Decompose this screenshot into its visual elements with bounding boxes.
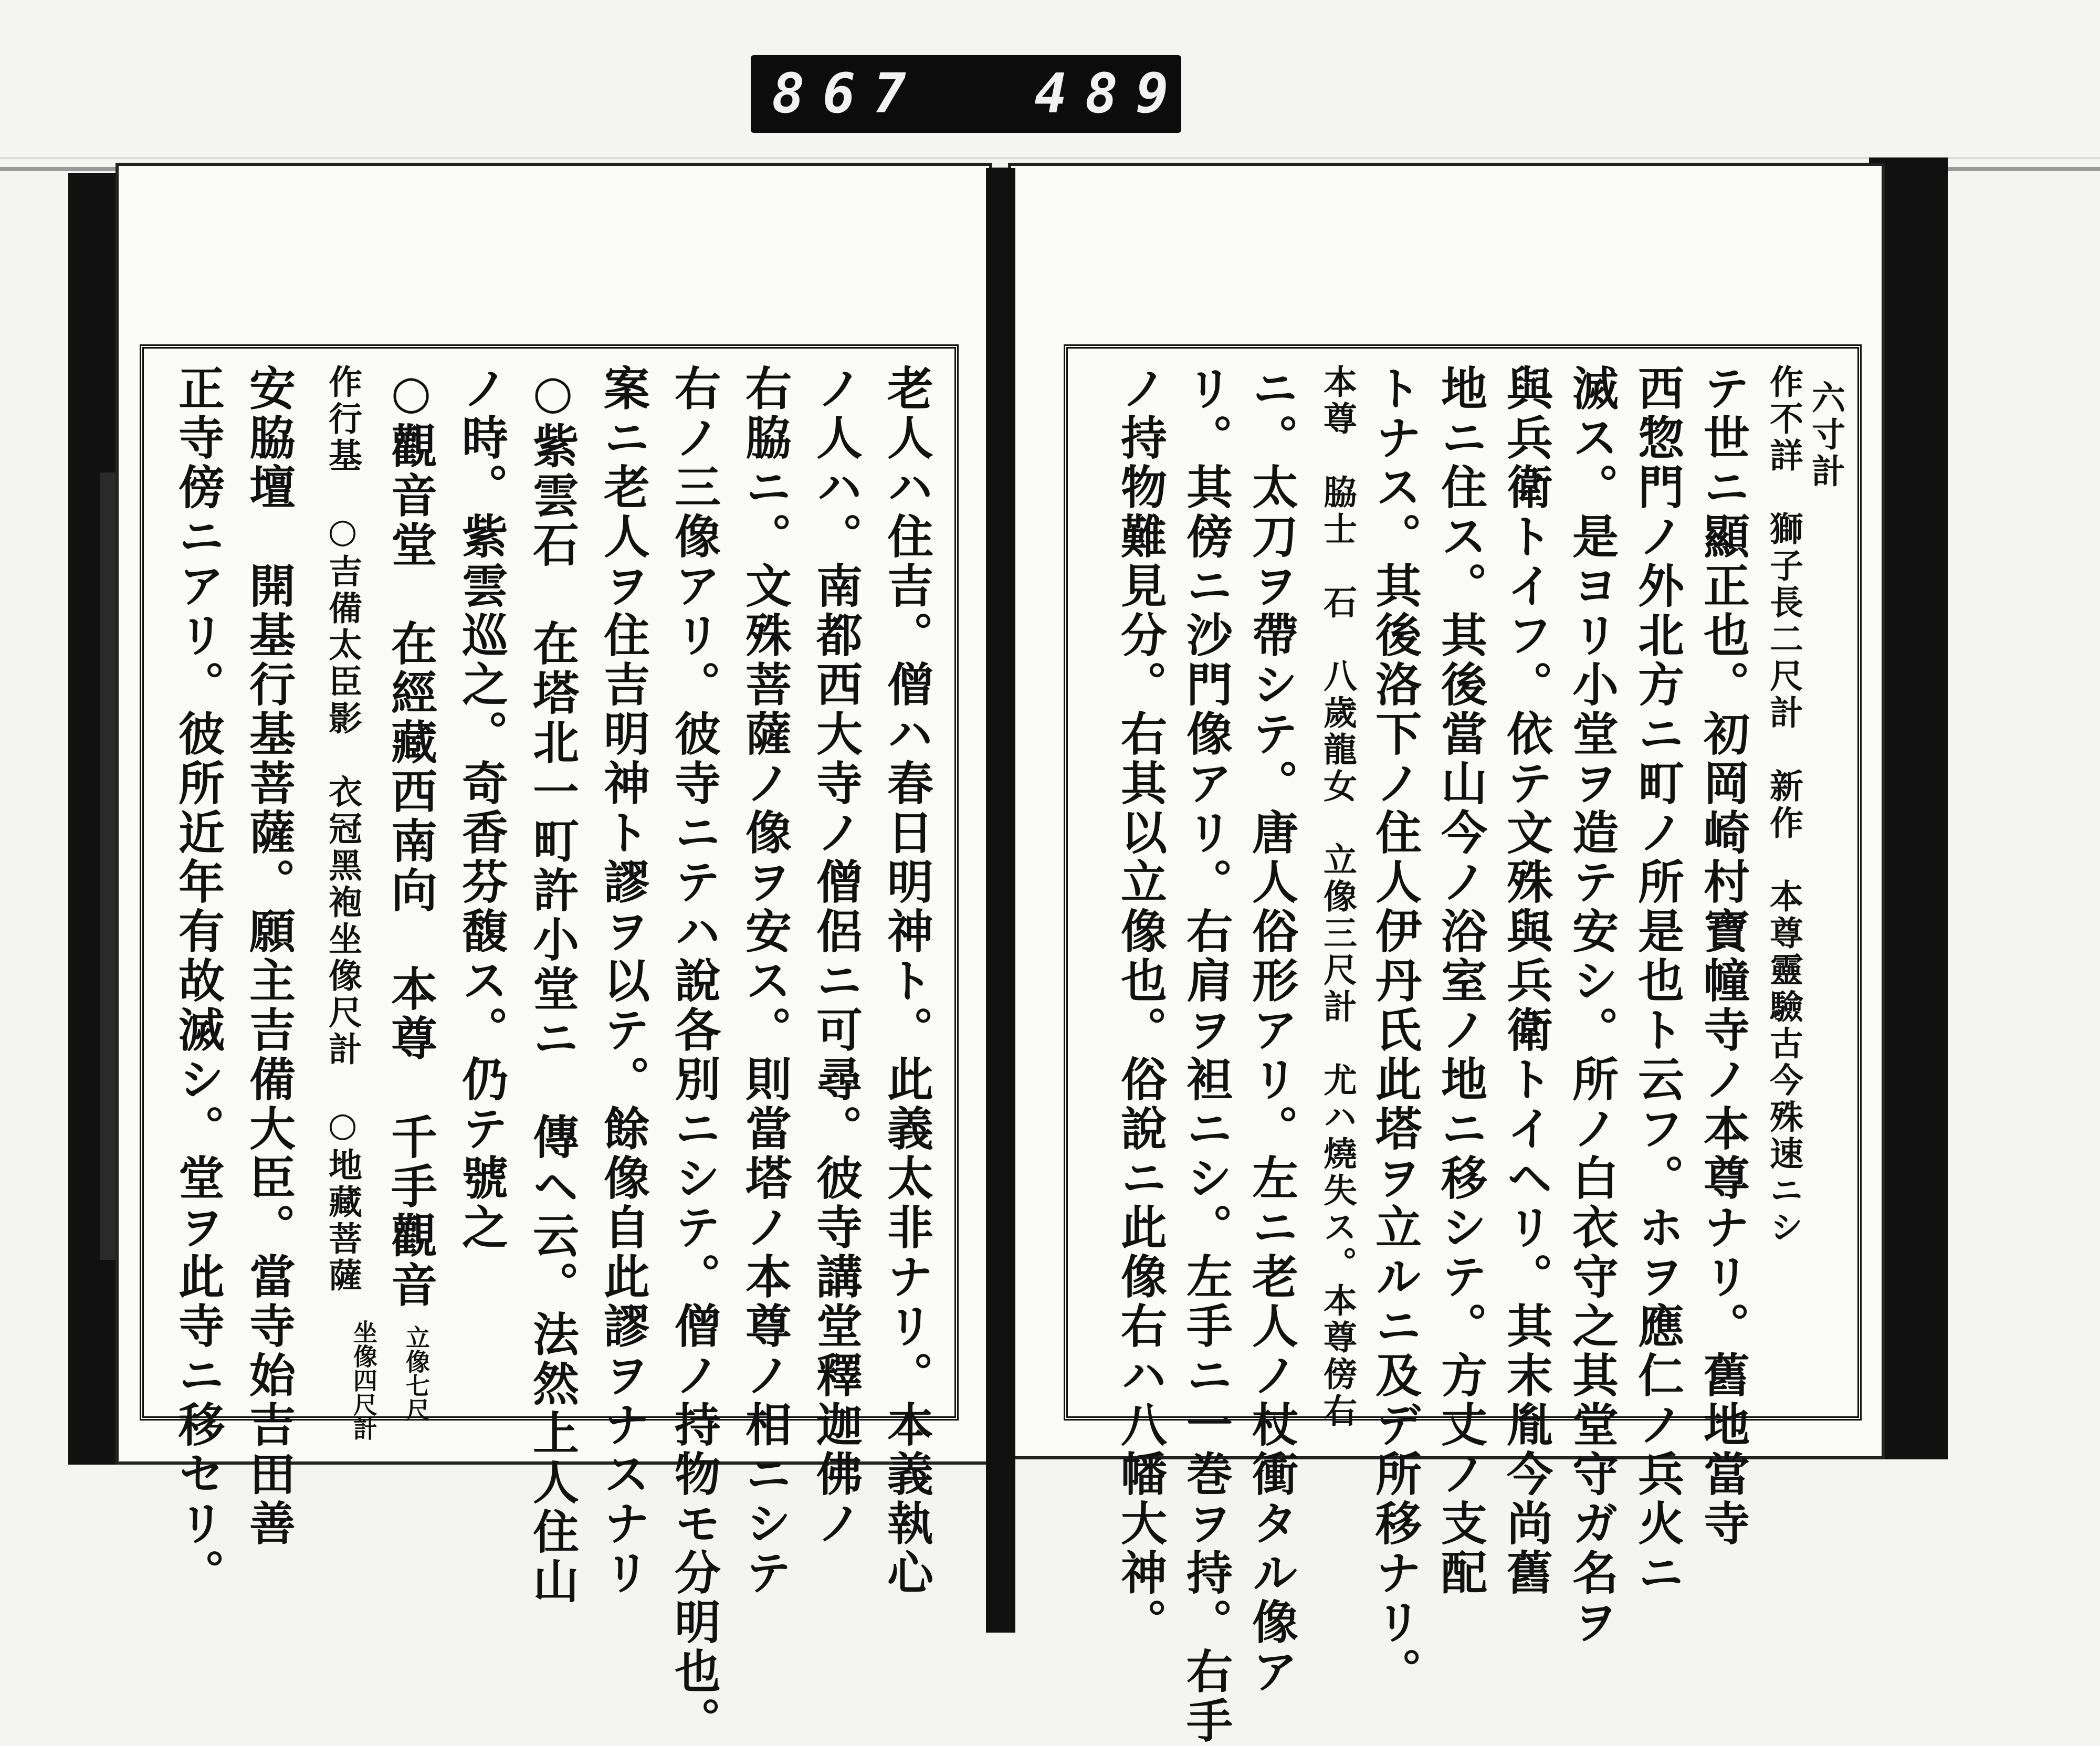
frame-number-right: 489 bbox=[1034, 61, 1186, 125]
text-column: 安脇壇 開基行基菩薩。願主吉備大臣。當寺始吉田善 bbox=[242, 364, 297, 1549]
text-column: 六寸計 bbox=[1806, 380, 1845, 490]
scan-border-line bbox=[0, 157, 2100, 159]
text-column: 老人ハ住吉。僧ハ春日明神ト。此義太非ナリ。本義執心 bbox=[880, 364, 934, 1598]
size-note: 立像七尺 bbox=[402, 1325, 430, 1422]
text-column: 作行基 ○吉備太臣影 衣冠黑袍坐像尺計 ○地藏菩薩 bbox=[323, 364, 362, 1295]
text-column: 與兵衛トイフ。依テ文殊與兵衛トイヘリ。其末胤今尚舊 bbox=[1499, 364, 1554, 1598]
text-column: 正寺傍ニアリ。彼所近年有故滅シ。堂ヲ此寺ニ移セリ。 bbox=[171, 364, 226, 1598]
frame-number-left: 867 bbox=[772, 61, 924, 125]
text-column: 本尊 脇士 石 八歲龍女 立像三尺計 尤ハ燒失ス。本尊傍右 bbox=[1318, 364, 1357, 1430]
text-column: 西惣門ノ外北方ニ町ノ所是也ト云フ。ホヲ應仁ノ兵火ニ bbox=[1631, 364, 1685, 1598]
right-page-text-frame bbox=[1064, 344, 1862, 1746]
text-column: テ世ニ顯正也。初岡崎村寶幢寺ノ本尊ナリ。舊地當寺 bbox=[1696, 364, 1751, 1549]
text-column: 作不詳 獅子長二尺計 新作 本尊靈驗古今殊速ニシ bbox=[1764, 364, 1803, 1246]
text-column: 案ニ老人ヲ住吉明神ト謬ヲ以テ。餘像自此謬ヲナスナリ bbox=[596, 364, 651, 1598]
text-column: 滅ス。是ヨリ小堂ヲ造テ安シ。所ノ白衣守之其堂守ガ名ヲ bbox=[1565, 364, 1620, 1647]
text-column: ニ。太刀ヲ帶シテ。唐人俗形アリ。左ニ老人ノ杖衝タル像ア bbox=[1245, 364, 1299, 1697]
text-column: ノ時。紫雲巡之。奇香芬馥ス。仍テ號之 bbox=[455, 364, 509, 1253]
left-page-text-frame bbox=[140, 344, 959, 1746]
left-page bbox=[116, 163, 992, 1746]
text-column: 地ニ住ス。其後當山今ノ浴室ノ地ニ移シテ。方丈ノ支配 bbox=[1434, 364, 1488, 1598]
text-column: リ。其傍ニ沙門像アリ。右肩ヲ袒ニシ。左手ニ一巻ヲ持。右手 bbox=[1179, 364, 1234, 1746]
text-column: ○觀音堂 在經藏西南向 本尊 千手觀音 bbox=[384, 364, 438, 1310]
text-column: ノ人ハ。南都西大寺ノ僧侶ニ可尋。彼寺講堂釋迦佛ノ bbox=[809, 364, 864, 1549]
book-gutter bbox=[986, 168, 1015, 1633]
text-column: ○紫雲石 在塔北一町許小堂ニ 傳ヘ云。法然上人住山 bbox=[526, 364, 580, 1606]
right-page bbox=[1008, 163, 1885, 1746]
size-note: 坐像四尺計 bbox=[350, 1320, 378, 1440]
text-column: ノ持物難見分。右其以立像也。俗說ニ此像右ハ八幡大神。 bbox=[1114, 364, 1168, 1647]
text-column: 右脇ニ。文殊菩薩ノ像ヲ安ス。則當塔ノ本尊ノ相ニシテ bbox=[738, 364, 793, 1598]
text-column: 右ノ三像アリ。彼寺ニテハ說各別ニシテ。僧ノ持物モ分明也。 bbox=[667, 364, 722, 1746]
text-column: トナス。其後洛下ノ住人伊丹氏此塔ヲ立ルニ及デ所移ナリ。 bbox=[1368, 364, 1423, 1697]
frame-number-plate bbox=[751, 55, 1186, 133]
